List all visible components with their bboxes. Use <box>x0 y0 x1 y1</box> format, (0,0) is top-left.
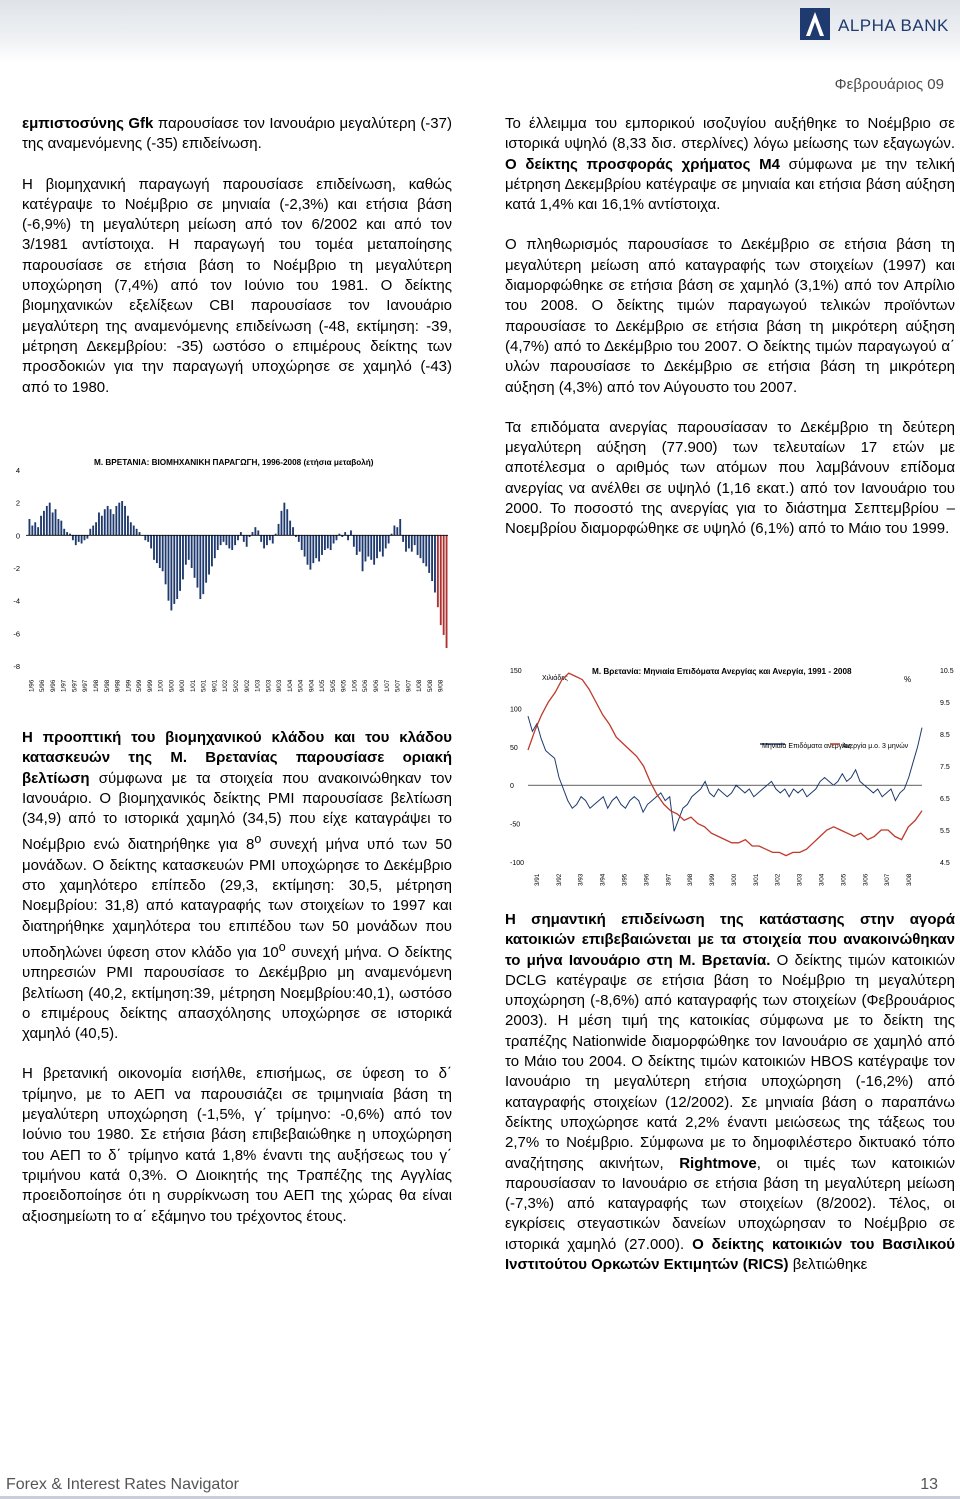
bar <box>286 509 288 535</box>
bar <box>278 524 280 535</box>
bar <box>405 535 407 551</box>
bold-text: Η προοπτική του βιομηχανικού κλάδου και του κλάδου κατασκευών της Μ. Βρετανίας παρουσίασε οριακή βελτίωση <box>22 729 452 787</box>
x-tick-label: 1/03 <box>254 679 262 692</box>
bar <box>110 509 112 535</box>
x-axis-ticks <box>28 679 444 692</box>
bar <box>431 535 433 581</box>
text: βελτιώθηκε <box>788 1256 868 1274</box>
x-tick-label: 1/01 <box>189 679 197 692</box>
right-tick-label: 5.5 <box>940 828 950 835</box>
y-tick-label: -8 <box>13 662 20 671</box>
x-tick-label: 3/92 <box>555 873 563 886</box>
bar <box>385 535 387 548</box>
x-tick-label: 9/99 <box>146 679 154 692</box>
bold-text: εμπιστοσύνης Gfk <box>22 115 154 132</box>
bars <box>29 501 448 648</box>
bar <box>246 535 248 546</box>
bar <box>373 535 375 564</box>
bar <box>179 535 181 591</box>
x-tick-label: 5/07 <box>394 679 402 692</box>
bar <box>225 535 227 545</box>
bar <box>388 535 390 543</box>
series-line-rate <box>528 673 922 855</box>
text: συνεχή μήνα. Ο δείκτης υπηρεσιών PMI παρουσίασε το Δεκέμβριο μη αναμενόμενη βελτίωση (40,2, εκτίμηση:39, μέτρηση Νοεμβρίου:40,1), ωστόσο ο επιμέρους δείκτης απασχόλησης υποχώρησε σε ιστορικά χαμηλό (40,5). <box>22 943 452 1043</box>
bar <box>168 535 170 600</box>
x-tick-label: 1/98 <box>93 679 100 692</box>
right-tick-label: 9.5 <box>940 700 950 707</box>
bar <box>37 527 39 535</box>
bar <box>356 535 358 555</box>
x-tick-label: 3/93 <box>577 873 585 886</box>
bar <box>399 519 401 535</box>
x-tick-label: 3/99 <box>709 873 717 886</box>
bar <box>443 535 445 635</box>
x-tick-label: 9/01 <box>211 679 219 692</box>
x-tick-label: 5/04 <box>297 679 305 692</box>
right-axis-label: % <box>904 675 912 684</box>
text: συνεχή μήνα υπό των 50 μονάδων. Ο δείκτης κατασκευών PMI υποχώρησε το Δεκέμβριο στο χαμηλότερο επίπεδο (29,3, εκτίμηση: 30,5, μέτρηση Νοεμβρίου: 31,8) από καταγραφής των στοιχείων το 1997 και διατηρήθηκε χαμηλότερα του επιπέδου των 50 μονάδων που υποδηλώνει ύφεση στον κλάδο για 10 <box>22 836 452 961</box>
text: Ο δείκτης τιμών κατοικιών DCLG κατέγραψε σε ετήσια βάση το Νοέμβριο τη μεγαλύτερη υποχώρηση (-8,6%) από καταγραφής των στοιχείων (Φεβρουάριος 2003). Η μέση τιμή της κατοικίας σύμφωνα με το δείκτη της τραπέζης Nationwide διαμορφώθηκε τον Ιανουάριο σε χαμηλό από το Μάιο του 2004. Ο δείκτης τιμών κατοικιών HBOS κατέγραψε τον Ιανουάριο τη μεγαλύτερη ετήσια υποχώρηση (-16,2%) από καταγραφής στοιχείων (12/2002). Σε μηνιαία βάση ο παραπάνω δείκτης υποχώρησε κατά 2,2% έναντι μειώσεως της τάξεως του 2,7% το Νοέμβριο. Σύμφωνα με το δημοφιλέστερο δικτυακό τόπο αναζήτησης ακινήτων, <box>505 951 955 1172</box>
bar <box>324 535 326 550</box>
bar <box>408 535 410 548</box>
x-tick-label: 1/96 <box>28 679 36 692</box>
x-tick-label: 5/98 <box>103 679 111 692</box>
x-tick-label: 5/05 <box>329 679 337 692</box>
x-tick-label: 5/97 <box>71 679 79 692</box>
bar <box>202 535 204 594</box>
paragraph: Ο πληθωρισμός παρουσίασε το Δεκέμβριο σε ετήσια βάση τη μεγαλύτερη μείωση από καταγραφής των στοιχείων (1997) και διαμορφώθηκε σε ετήσια βάση σε χαμηλό (3,1%) από τον Απρίλιο του 2008. Ο δείκτης τιμών παραγωγού τελικών προϊόντων παρουσίασε το Δεκέμβριο σε ετήσια βάση τη μικρότερη αύξηση (4,7%) από το Δεκέμβριο του 2007. Ο δείκτης τιμών παραγωγού α΄ υλών παρουσίασε το Δεκέμβριο σε ετήσια βάση τη μικρότερη αύξηση (4,3%) από τον Αύγουστο του 2007. <box>505 236 955 396</box>
x-tick-label: 1/97 <box>60 679 68 692</box>
bold-text: Rightmove <box>679 1154 757 1172</box>
bold-text: Η σημαντική επιδείνωση της κατάστασης στην αγορά κατοικιών επιβεβαιώνεται με τα στοιχεία που ανακοινώθηκαν το μήνα Ιανουάριο στη Μ. Βρετανία. <box>505 911 955 969</box>
bar <box>382 535 384 556</box>
left-column-top <box>22 114 452 398</box>
industrial-production-chart <box>6 452 456 696</box>
bar <box>34 522 36 535</box>
bar <box>289 521 291 536</box>
x-tick-label: 9/00 <box>179 679 187 692</box>
bar <box>304 535 306 556</box>
bar <box>298 535 300 542</box>
bar <box>231 535 233 550</box>
x-tick-label: 1/02 <box>222 679 230 692</box>
text: σύμφωνα με την τελική μέτρηση Δεκεμβρίου κατέγραψε σε μηνιαία και ετήσια βάση αύξηση κατά 1,4% και 16,1% αντίστοιχα. <box>505 155 955 214</box>
text: Το έλλειμμα του εμπορικού ισοζυγίου αυξήθηκε το Νοέμβριο σε ιστορικά υψηλό (8,33 δισ. στερλίνες) λόγω μείωσης των εξαγωγών. <box>505 115 955 153</box>
bar <box>420 535 422 558</box>
bar <box>29 519 31 535</box>
x-tick-label: 9/04 <box>308 679 316 692</box>
bar <box>228 535 230 548</box>
x-tick-label: 5/03 <box>265 679 273 692</box>
x-tick-label: 9/08 <box>437 679 445 692</box>
bar <box>266 535 268 545</box>
right-tick-label: 7.5 <box>940 764 950 771</box>
bar <box>98 512 100 535</box>
bar <box>214 535 216 558</box>
x-tick-label: 5/96 <box>39 679 47 692</box>
paragraph <box>22 114 452 155</box>
bar <box>333 535 335 543</box>
brand-name: ALPHA BANK <box>838 16 949 35</box>
right-column-bottom <box>505 910 955 1275</box>
bar <box>170 535 172 610</box>
bar <box>359 535 361 551</box>
bar <box>414 535 416 545</box>
bar <box>237 535 239 540</box>
bar <box>365 535 367 561</box>
x-tick-label: 9/02 <box>243 679 251 692</box>
x-tick-label: 1/08 <box>416 679 424 692</box>
page-number: 13 <box>920 1476 938 1493</box>
x-tick-label: 3/00 <box>730 873 738 886</box>
left-tick-label: 150 <box>510 668 522 675</box>
text: σύμφωνα με τα στοιχεία που ανακοινώθηκαν τον Ιανουάριο. Ο βιομηχανικός δείκτης PMI παρουσίασε βελτίωση (34,9) από το ιστορικά χαμηλό (34,5) που είχε καταγράψει το Νοέμβριο ενώ διατηρήθηκε για 8 <box>22 769 452 854</box>
right-column-top <box>505 114 955 540</box>
bar <box>130 522 132 535</box>
x-tick-label: 3/06 <box>862 873 870 886</box>
bar <box>194 535 196 577</box>
superscript: ο <box>278 939 286 954</box>
x-tick-label: 3/95 <box>621 873 629 886</box>
bar <box>159 535 161 568</box>
left-column-bottom <box>22 728 452 1227</box>
x-tick-label: 5/02 <box>233 679 240 692</box>
x-tick-label: 1/00 <box>157 679 165 692</box>
right-tick-label: 8.5 <box>940 732 950 739</box>
x-tick-label: 1/99 <box>125 679 133 692</box>
bar <box>211 535 213 566</box>
bar <box>78 535 80 542</box>
left-tick-label: -50 <box>510 821 521 829</box>
right-axis-ticks <box>940 668 954 867</box>
x-tick-label: 3/94 <box>599 873 607 886</box>
y-axis-ticks <box>13 466 20 671</box>
right-tick-label: 4.5 <box>940 860 950 867</box>
x-tick-label: 9/05 <box>340 679 348 692</box>
legend-claims: Μηνιαία Επιδόματα ανεργίας <box>762 743 852 750</box>
bar <box>144 535 146 540</box>
bar <box>269 535 271 540</box>
bar <box>243 535 245 542</box>
bar <box>89 529 91 536</box>
x-tick-label: 3/91 <box>533 873 541 886</box>
bar <box>95 522 97 535</box>
bar <box>417 535 419 555</box>
x-tick-label: 3/04 <box>818 873 826 886</box>
bar <box>153 535 155 560</box>
bar <box>173 535 175 604</box>
bar <box>370 535 372 560</box>
bar <box>188 535 190 560</box>
bar <box>133 526 135 536</box>
bar <box>66 532 68 535</box>
bar <box>283 503 285 536</box>
left-axis-ticks <box>510 668 524 867</box>
bar <box>367 535 369 556</box>
bar <box>330 535 332 550</box>
x-tick-label: 1/05 <box>319 679 327 692</box>
x-tick-label: 9/07 <box>405 679 413 692</box>
bar <box>176 535 178 599</box>
bar <box>46 506 48 535</box>
bar <box>60 521 62 536</box>
x-tick-label: 5/99 <box>136 679 144 692</box>
bar <box>281 511 283 535</box>
right-tick-label: 10.5 <box>940 668 954 675</box>
y-tick-label: -4 <box>13 596 20 606</box>
bar <box>127 516 129 536</box>
bar <box>31 526 33 536</box>
paragraph: Τα επιδόματα ανεργίας παρουσίασαν το Δεκέμβριο τη δεύτερη μεγαλύτερη αύξηση (77.900) των τελευταίων 17 ετών με αποτέλεσμα ο αριθμός των ατόμων που λαμβάνουν επίδομα ανεργίας να ανέλθει σε υψηλό (1,16 εκατ.) από τον Ιανουάριο του 2000. Το ποσοστό της ανεργίας για το διάστημα Σεπτεμβρίου – Νοεμβρίου διαμορφώθηκε σε υψηλό (6,1%) από το Μάιο του 1999. <box>505 418 955 538</box>
bar <box>344 532 346 535</box>
bar <box>75 535 77 545</box>
x-tick-label: 3/07 <box>884 873 892 886</box>
x-tick-label: 3/01 <box>752 873 760 886</box>
bar <box>347 535 349 540</box>
bar <box>254 527 256 535</box>
text: , οι τιμές των κατοικιών παρουσίασαν το Ιανουάριο σε ετήσια βάση τη μεγαλύτερη μείωση (-7,3%) από καταγραφής των στοιχείων (8/2002). Τέλος, οι εγκρίσεις στεγαστικών δανείων υποχώρησαν το Νοέμβριο σε ιστορικά χαμηλό (27.000). <box>505 1154 955 1253</box>
bar <box>257 530 259 535</box>
bar <box>393 526 395 536</box>
y-tick-label: -2 <box>13 564 20 573</box>
bar <box>425 535 427 566</box>
bar <box>156 535 158 563</box>
bar <box>124 506 126 535</box>
x-tick-label: 9/06 <box>373 679 380 692</box>
bar <box>350 530 352 535</box>
bar <box>118 503 120 536</box>
bar <box>104 509 106 535</box>
bar <box>220 535 222 545</box>
x-tick-label: 1/04 <box>286 679 294 692</box>
bar <box>197 535 199 587</box>
bar <box>205 535 207 582</box>
bar <box>43 511 45 535</box>
x-tick-label: 5/08 <box>426 679 434 692</box>
x-tick-label: 5/00 <box>168 679 176 692</box>
bar <box>307 535 309 564</box>
bar <box>136 529 138 536</box>
x-tick-label: 3/96 <box>643 873 651 886</box>
bar <box>437 535 439 607</box>
bold-text: Ο δείκτης προσφοράς χρήματος Μ4 <box>505 155 780 173</box>
bar <box>40 516 42 536</box>
bar <box>240 532 242 535</box>
superscript: ο <box>254 832 262 847</box>
chart-title: Μ. ΒΡΕΤΑΝΙΑ: ΒΙΟΜΗΧΑΝΙΚΗ ΠΑΡΑΓΩΓΗ, 1996-2008 (ετήσια μεταβολή) <box>94 458 374 467</box>
x-tick-label: 9/98 <box>114 679 122 692</box>
bar <box>191 535 193 568</box>
bold-text: Ο δείκτης κατοικιών του Βασιλικού Ινστιτούτου Ορκωτών Εκτιμητών (RICS) <box>505 1235 956 1274</box>
series-line-claims <box>528 716 922 831</box>
bar <box>107 506 109 535</box>
bar <box>252 532 254 535</box>
bar <box>362 535 364 571</box>
paragraph: Η βρετανική οικονομία εισήλθε, επισήμως, σε ύφεση το δ΄ τρίμηνο, με το ΑΕΠ να παρουσιάζει σε τριμηνιαία βάση τη μεγαλύτερη υποχώρηση (-1,5%, γ΄ τρίμηνο: -0,6%) από τον Ιούνιο του 1980. Σε ετήσια βάση επιβεβαιώθηκε η υποχώρηση του ΑΕΠ το δ΄ τρίμηνο κατά 1,8% έναντι της αυξήσεως του γ΄ τριμήνου κατά 0,3%. Ο Διοικητής της Τραπέζης της Αγγλίας προειδοποίησε ότι η συρρίκνωση του ΑΕΠ της χώρας θα είναι αξιοσημείωτη το α΄ εξάμηνο του τρέχοντος έτους. <box>22 1065 452 1225</box>
legend-rate: Ανεργία μ.ο. 3 μηνών <box>842 743 909 750</box>
bar <box>312 535 314 563</box>
unemployment-chart <box>500 660 958 890</box>
bar <box>121 501 123 535</box>
bar <box>208 535 210 574</box>
x-tick-label: 5/01 <box>200 679 208 692</box>
y-tick-label: 4 <box>15 466 20 475</box>
x-tick-label: 9/03 <box>276 679 284 692</box>
footer-title: Forex & Interest Rates Navigator <box>6 1476 239 1493</box>
bar <box>113 514 115 535</box>
paragraph: Η βιομηχανική παραγωγή παρουσίασε επιδείνωση, καθώς κατέγραψε το Νοέμβριο σε μηνιαία (-2,3%) και ετήσια βάση (-6,9%) τη μεγαλύτερη μείωση από τον 6/2002 και από τον 3/1981 αντίστοιχα. Η παραγωγή του τομέα μεταποίησης παρουσίασε σε ετήσια βάση το Νοέμβριο τη μεγαλύτερη υποχώρηση (7,4%) από τον Ιούνιο του 1981. Ο δείκτης βιομηχανικών εξελίξεων CBI παρουσίασε τον Ιανουάριο μεγαλύτερη της αναμενόμενης επιδείνωση (-48, εκτίμηση: -39, μέτρηση Δεκεμβρίου: -35) ωστόσο ο επιμέρους δείκτης των προσδοκιών για την παραγωγή υποχώρησε σε χαμηλό (-43) από το 1980. <box>22 175 452 396</box>
x-tick-label: 9/96 <box>49 679 57 692</box>
x-tick-label: 5/06 <box>362 679 370 692</box>
x-tick-label: 3/03 <box>796 873 804 886</box>
bar <box>422 535 424 563</box>
bar <box>52 512 54 535</box>
chart-title: Μ. Βρετανία: Μηνιαία Επιδόματα Ανεργίας και Ανεργία, 1991 - 2008 <box>592 667 852 676</box>
bar <box>353 535 355 546</box>
bar <box>72 535 74 540</box>
y-tick-label: 0 <box>15 531 20 541</box>
left-tick-label: 50 <box>510 744 518 752</box>
x-tick-label: 3/08 <box>906 873 914 886</box>
bar <box>182 535 184 579</box>
bar <box>234 535 236 545</box>
bar <box>165 535 167 584</box>
bar <box>321 535 323 555</box>
bar <box>49 503 51 536</box>
bar <box>139 532 141 535</box>
bar <box>150 535 152 548</box>
bar <box>327 535 329 548</box>
y-tick-label: 2 <box>15 498 20 508</box>
bar <box>440 535 442 625</box>
bar <box>402 535 404 542</box>
bar <box>101 516 103 536</box>
bar <box>379 535 381 551</box>
bar <box>147 535 149 542</box>
left-tick-label: 100 <box>510 706 522 714</box>
bar <box>55 509 57 535</box>
left-axis-label: Χιλιάδες <box>542 675 568 682</box>
bar <box>57 519 59 535</box>
bar <box>84 535 86 540</box>
bar <box>428 535 430 573</box>
bar <box>86 535 88 538</box>
bar <box>185 535 187 564</box>
header-bar <box>0 0 960 62</box>
bar <box>115 506 117 535</box>
bar <box>318 535 320 561</box>
x-tick-label: 9/97 <box>82 679 90 692</box>
left-tick-label: 0 <box>510 783 514 791</box>
bar <box>199 535 201 599</box>
bar <box>301 535 303 550</box>
x-tick-label: 1/06 <box>351 679 359 692</box>
bar <box>315 535 317 558</box>
bar <box>223 535 225 542</box>
issue-date: Φεβρουάριος 09 <box>834 76 944 93</box>
x-tick-label: 1/07 <box>383 679 391 692</box>
x-tick-label: 3/97 <box>665 873 673 886</box>
bar <box>446 535 448 648</box>
bar <box>309 535 311 569</box>
bar <box>217 535 219 550</box>
bar <box>336 535 338 540</box>
text: παρουσίασε τον Ιανουάριο μεγαλύτερη (-37) της αναμενόμενης (-35) επιδείνωση. <box>22 115 452 153</box>
paragraph <box>505 114 955 215</box>
y-tick-label: -6 <box>13 629 20 639</box>
bar <box>63 529 65 536</box>
x-tick-label: 3/98 <box>687 873 695 886</box>
bar <box>263 535 265 548</box>
paragraph <box>505 910 955 1275</box>
bar <box>396 527 398 535</box>
x-tick-label: 3/02 <box>774 873 782 886</box>
bar <box>376 535 378 558</box>
right-tick-label: 6.5 <box>940 796 950 803</box>
x-tick-label: 3/05 <box>840 873 848 886</box>
bar <box>81 535 83 543</box>
paragraph <box>22 728 452 1044</box>
bar <box>260 535 262 542</box>
bar <box>162 535 164 571</box>
bar <box>272 535 274 543</box>
x-axis-ticks <box>534 873 913 886</box>
bar <box>411 535 413 551</box>
bar <box>92 526 94 536</box>
bar <box>434 535 436 592</box>
left-tick-label: -100 <box>510 860 525 867</box>
bar <box>292 527 294 535</box>
